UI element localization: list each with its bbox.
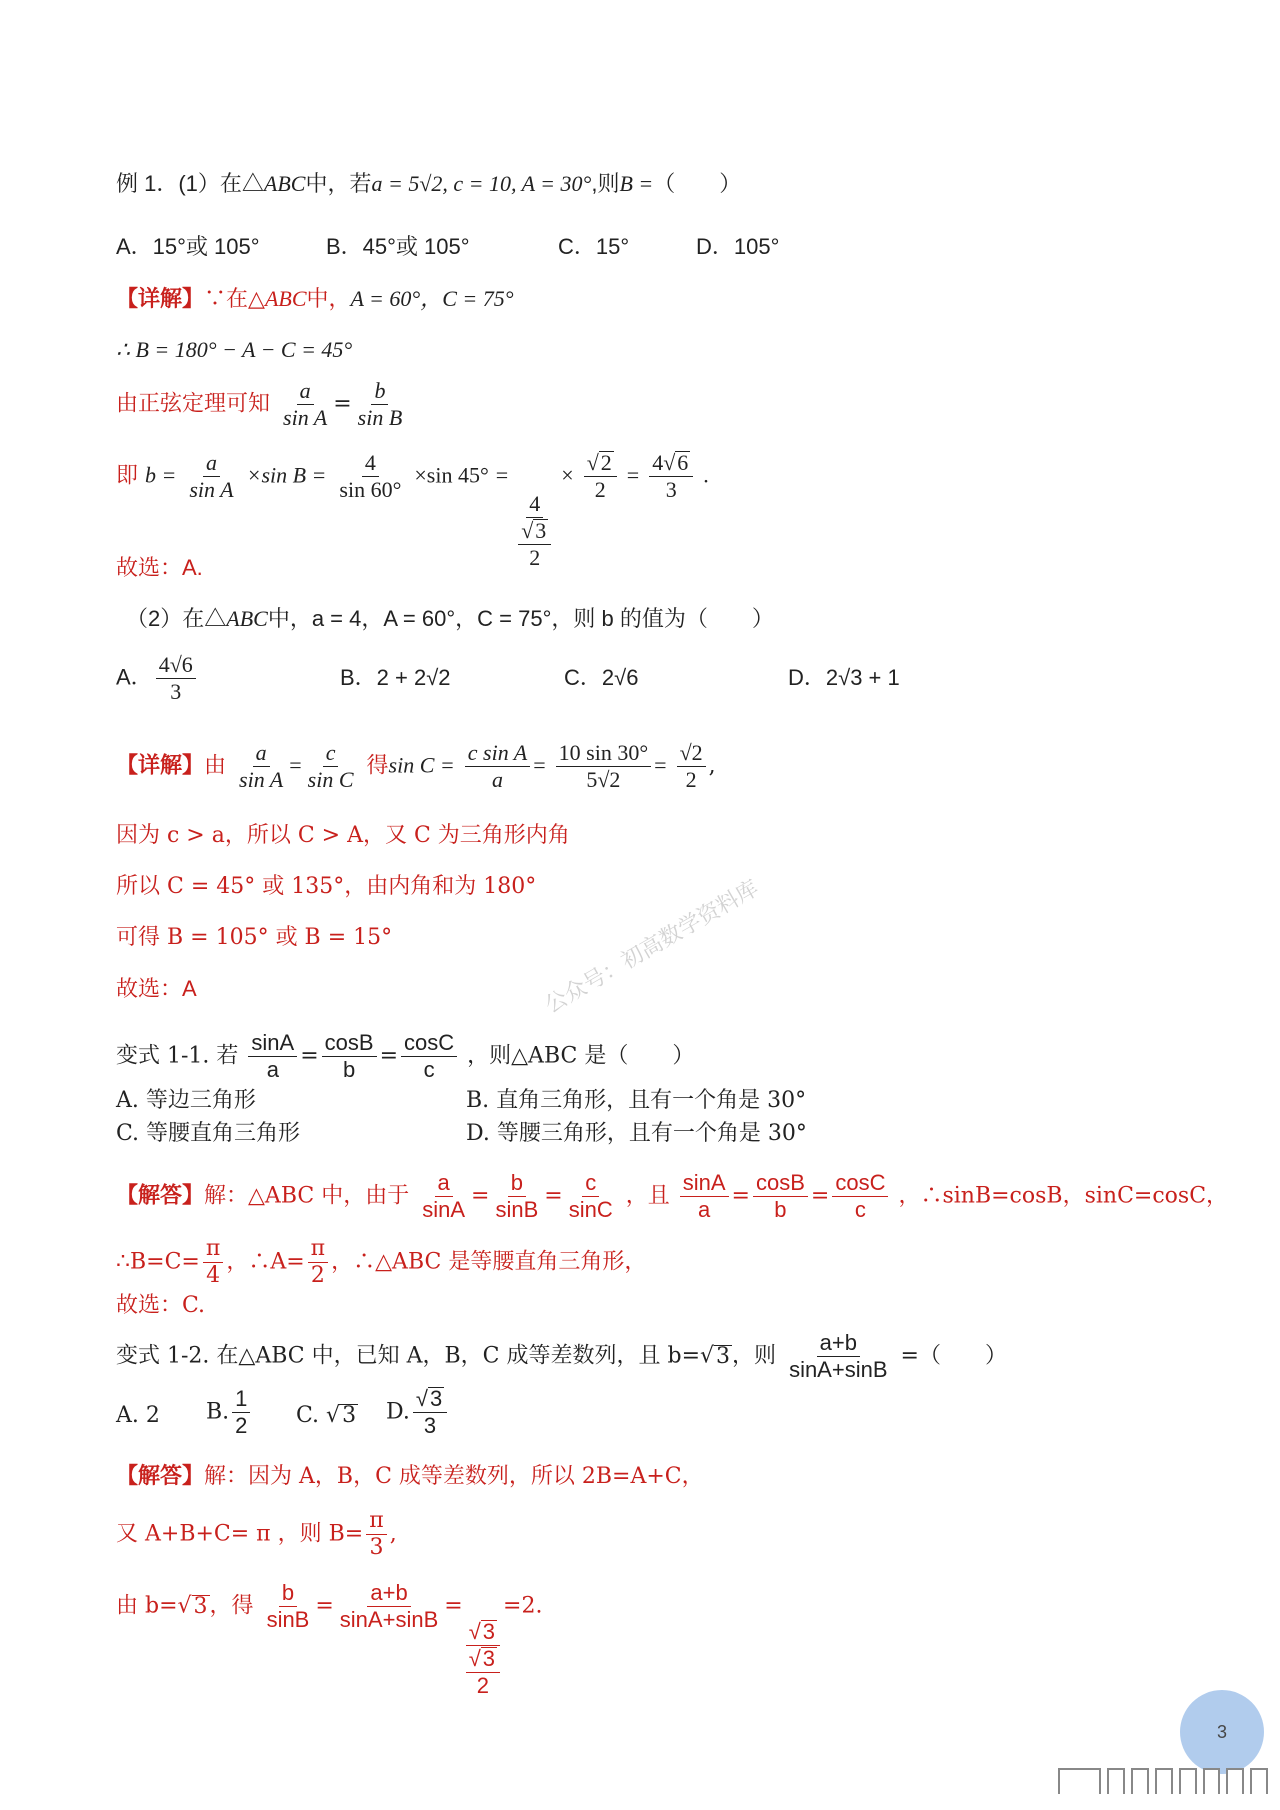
var1-option-c: C. 等腰直角三角形 <box>116 1121 301 1146</box>
var1-fraction-cosC-c-2 <box>832 1170 888 1223</box>
ex1-q-paren: （ ） <box>653 171 742 196</box>
var2-f-sinB: sinB <box>266 1607 310 1632</box>
var2-q-suffix: =（ ） <box>900 1343 1007 1369</box>
var1-fraction-cosB-b <box>322 1030 377 1083</box>
ex1-fraction-r2-2: $\frac{√2}{2}$ <box>584 450 617 503</box>
var2-opt-b-den: 2 <box>235 1413 248 1438</box>
decorative-bars <box>1058 1764 1268 1794</box>
ex1-fraction-4r6-3: $\frac{4√6}{3}$ <box>649 450 693 503</box>
var1-f2-sinB: sinB <box>495 1197 539 1222</box>
ex2-f-5r2: 5√2 <box>586 767 621 792</box>
ex2-detail-label: 【详解】 <box>116 752 205 778</box>
var2-f-sAsB: sinA+sinB <box>339 1607 439 1632</box>
ex2-f-sinA: sin A <box>239 767 284 792</box>
var2-opt-d-num: 3 <box>429 1386 443 1411</box>
ex1-f-sinB: sin B <box>357 405 403 430</box>
var1-fraction-b-sinB <box>492 1170 541 1223</box>
var1-s2: ，且 <box>625 1183 670 1209</box>
ex1-q-cond: a = 5√2, c = 10, A = 30° <box>371 171 592 196</box>
var2-opt-b-label: B. <box>206 1399 230 1425</box>
var2-q-den: sinA+sinB <box>789 1357 888 1382</box>
ex1-f-sinA2: sin A <box>189 477 234 502</box>
var2-option-a: A. 2 <box>116 1403 160 1428</box>
ex1-detail1-math: A = 60°，C = 75° <box>350 286 514 311</box>
ex2-option-a <box>116 652 199 705</box>
var2-fraction-question <box>786 1330 890 1383</box>
ex2-question <box>126 603 774 635</box>
ex1-f-sinA: sin A <box>283 405 328 430</box>
ex2-f-2: 2 <box>685 767 697 792</box>
ex1-fraction-4-sin60 <box>336 450 404 503</box>
var2-fraction-apb <box>337 1580 441 1633</box>
var2-opt-d-label: D. <box>386 1399 410 1425</box>
var2-f-r3c: 3 <box>482 1645 496 1671</box>
var1-option-a: A. 等边三角形 <box>116 1088 256 1113</box>
ex2-opt-a-label: A． <box>116 664 153 690</box>
ex1-answer: 故选：A. <box>116 555 203 580</box>
ex1-f-a: a <box>297 378 314 405</box>
var1-option-d: D. 等腰三角形，且有一个角是 30° <box>466 1121 807 1146</box>
var1-f2-sinC: sinC <box>568 1197 613 1222</box>
ex2-detail-line4: 可得 B = 105° 或 B = 15° <box>116 925 393 950</box>
var2-s3b: ，得 <box>209 1593 254 1619</box>
ex1-option-b: B．45°或 105° <box>326 234 470 259</box>
var1-fraction-pi-4 <box>203 1236 223 1289</box>
var2-s2b: , <box>389 1521 397 1547</box>
ex2-option-d: D．2√3 + 1 <box>788 665 900 690</box>
ex2-fraction-c-sinC <box>305 740 357 793</box>
var2-r3: 3 <box>193 1593 208 1619</box>
var2-question: 变式 1-2. 在△ABC 中，已知 A，B，C 成等差数列，且 b=√3，则 $\frac{a+b}{\sin A+\sin B}$ =（ ） <box>116 1330 1007 1382</box>
ex2-f-a: a <box>253 740 270 767</box>
var2-s1: 解：因为 A，B，C 成等差数列，所以 2B=A+C， <box>204 1464 704 1489</box>
ex2-f-csinA: c sin A <box>465 740 530 767</box>
ex1-detail-label: 【详解】 <box>116 286 205 311</box>
ex1-f-r6: 6 <box>677 450 689 475</box>
var2-f-r3b: 3 <box>482 1618 496 1644</box>
var2-f-2: 2 <box>476 1672 489 1698</box>
var1-option-b: B. 直角三角形，且有一个角是 30° <box>466 1088 807 1113</box>
ex1-f-2: 2 <box>529 544 541 570</box>
ex1-q-mid: 中，若 <box>305 171 372 196</box>
ex2-opt-a-num: 4√6 <box>156 652 196 679</box>
var2-fraction-b-sinB <box>264 1580 313 1633</box>
ex1-q-b: B = <box>619 171 654 196</box>
var1-f-cosB: cosB <box>322 1030 377 1057</box>
ex2-q-abc: ABC <box>226 606 268 631</box>
ex2-opt-a-fraction <box>156 652 196 705</box>
ex2-detail-line3: 所以 C = 45° 或 135°，由内角和为 180° <box>116 874 537 899</box>
var1-f-pi2: π <box>308 1236 328 1263</box>
var1-solution-line1: 【解答】解：△ABC 中，由于 $\frac{a}{\sin A}$ = $\frac{b}{\sin B}$ = $\frac{c}{\sin C}$ ，且 $\frac{\sin A}{a}$ = $\frac{\cos B}{b}$ = $\frac{\cos C}{c}$ ，∴sinB=cosB，sinC=cosC， <box>116 1170 1229 1222</box>
var2-f-apb: a+b <box>367 1580 410 1607</box>
ex1-question <box>116 168 741 200</box>
var2-opt-b-num: 1 <box>232 1386 250 1413</box>
var1-fraction-c-sinC <box>566 1170 616 1223</box>
var1-f3-cosC: cosC <box>832 1170 888 1197</box>
var1-fraction-pi-2 <box>308 1236 328 1289</box>
var2-s2a: 又 A+B+C= π ，则 B= <box>116 1521 364 1547</box>
ex1-line4-ji: 即 <box>116 463 139 489</box>
ex1-q-then: ,则 <box>591 171 620 196</box>
var2-option-d <box>386 1386 450 1439</box>
var2-fraction-r3-over-r3-2: √3 √3 2 <box>466 1619 500 1699</box>
ex1-f-2b: 2 <box>594 477 606 502</box>
var2-f-pi: π <box>366 1508 386 1535</box>
var1-f3-sinA: sinA <box>680 1170 729 1197</box>
var2-solution-line1 <box>116 1460 704 1493</box>
var2-s3c: =2. <box>503 1593 543 1619</box>
ex1-option-a: A．15°或 105° <box>116 234 260 259</box>
var2-q-mid: ，则 <box>732 1343 777 1369</box>
ex1-detail-line2: ∴ B = 180° − A − C = 45° <box>116 337 353 362</box>
watermark: 公众号：初高数学资料库 <box>540 875 764 1019</box>
var1-fraction-sinA-a-2 <box>680 1170 729 1223</box>
var1-f3-b: b <box>774 1197 787 1222</box>
ex2-fraction-csinA-a <box>465 740 530 793</box>
ex2-option-b: B．2 + 2√2 <box>340 665 451 690</box>
var1-answer: 故选：C. <box>116 1293 206 1318</box>
ex1-q-abc: ABC <box>263 171 306 196</box>
ex1-line3-text: 由正弦定理可知 <box>116 391 271 417</box>
ex1-detail-line1 <box>116 283 514 316</box>
var1-f-4: 4 <box>206 1263 221 1288</box>
ex2-d-you: 由 <box>204 753 227 779</box>
ex2-f-a2: a <box>491 767 503 792</box>
var1-s1: 解：△ABC 中，由于 <box>204 1183 410 1209</box>
var1-fraction-sinA-a <box>248 1030 297 1083</box>
ex2-f-10sin30: 10 sin 30° <box>556 740 651 767</box>
var1-f2-b: b <box>508 1170 526 1197</box>
var1-q-suffix: ，则△ABC 是（ ） <box>467 1043 695 1069</box>
ex2-d-sinC: sin C = <box>388 752 455 778</box>
var2-s3a: 由 b= <box>116 1593 178 1619</box>
var2-opt-d-fraction: $\frac{√3}{3}$ <box>413 1386 447 1439</box>
ex1-line4-b: b = <box>145 462 177 488</box>
var1-question: 变式 1-1. 若 $\frac{\sin A}{a}$ = $\frac{\cos B}{b}$ = $\frac{\cos C}{c}$ ，则△ABC 是（ ） <box>116 1030 695 1082</box>
var2-label: 【解答】 <box>116 1463 205 1488</box>
var1-q-prefix: 变式 1-1. 若 <box>116 1043 239 1069</box>
var2-q-num: a+b <box>817 1330 860 1357</box>
var1-f3-c: c <box>854 1197 866 1222</box>
ex2-detail-line2: 因为 c > a，所以 C > A，又 C 为三角形内角 <box>116 823 570 848</box>
var1-f3-cosB: cosB <box>753 1170 808 1197</box>
var2-f-b: b <box>279 1580 297 1607</box>
var2-solution-line2 <box>116 1508 397 1561</box>
var1-solution-line2 <box>116 1236 646 1289</box>
var2-q-prefix: 变式 1-2. 在△ABC 中，已知 A，B，C 成等差数列，且 b= <box>116 1343 701 1369</box>
var1-f-cosC: cosC <box>401 1030 457 1057</box>
ex1-fraction-a-sinA <box>280 378 330 431</box>
var1-s3: ，∴sinB=cosB，sinC=cosC， <box>898 1183 1229 1209</box>
var1-f-sinA: sinA <box>248 1030 297 1057</box>
ex2-option-c: C．2√6 <box>564 665 639 690</box>
ex1-fraction-4-over-r3-2: 4 √3 2 <box>518 491 551 571</box>
ex2-opt-a-den: 3 <box>170 679 182 704</box>
ex1-f-4r6: 4 <box>652 450 664 475</box>
ex1-line4-x1: ×sin B = <box>246 462 327 488</box>
var2-option-c: C. √3 <box>296 1403 357 1428</box>
ex1-option-d: D．105° <box>696 234 780 259</box>
ex1-f-r3: 3 <box>535 517 547 543</box>
var1-l2-c: ，∴△ABC 是等腰直角三角形， <box>331 1249 647 1275</box>
ex2-answer: 故选：A <box>116 976 197 1001</box>
var1-f3-a: a <box>698 1197 711 1222</box>
var1-f-2: 2 <box>310 1263 325 1288</box>
ex2-f-sinC: sin C <box>307 767 354 792</box>
ex1-detail1-text: ∵在△ <box>204 287 265 312</box>
ex1-detail-line3: 由正弦定理可知 $\frac{a}{\text{sin A}}$ = $\frac{b}{\text{sin B}}$ <box>116 378 408 431</box>
ex2-f-c: c <box>323 740 339 767</box>
var1-f-a: a <box>266 1057 279 1082</box>
ex1-f-sin60: sin 60° <box>339 477 402 502</box>
var1-l2-b: ，∴A= <box>226 1249 305 1275</box>
var1-fraction-cosB-b-2 <box>753 1170 808 1223</box>
ex1-f-4b: 4 <box>526 491 543 518</box>
page-number-badge: 3 <box>1180 1690 1264 1774</box>
ex2-d-de: 得 <box>366 753 389 779</box>
var2-option-b <box>206 1386 253 1439</box>
var1-f2-a: a <box>435 1170 453 1197</box>
var1-f-b: b <box>342 1057 356 1082</box>
ex1-fraction-a-sinA-2 <box>186 450 236 503</box>
ex1-detail1-mid: 中， <box>306 287 351 312</box>
ex2-f-r2: √2 <box>677 740 706 767</box>
var2-opt-b-fraction <box>232 1386 250 1439</box>
var1-fraction-a-sinA <box>419 1170 468 1223</box>
var1-fraction-cosC-c <box>401 1030 457 1083</box>
ex2-detail-line1: 【详解】由 $\frac{a}{\text{sin A}}$ = $\frac{c}{\text{sin C}}$ 得sin C = $\frac{\text{c sin A}}{a}$ = $\frac{10 \sin 30^\circ}{5√2}$ = $\frac{√2}{2}$ , <box>116 740 716 792</box>
var1-f-pi: π <box>203 1236 223 1263</box>
var1-label: 【解答】 <box>116 1182 205 1208</box>
ex1-f-a2: a <box>203 450 220 477</box>
var1-l2-a: ∴B=C= <box>116 1249 200 1275</box>
ex1-f-3: 3 <box>665 477 677 502</box>
ex2-fraction-a-sinA <box>236 740 286 793</box>
var2-q-r3: 3 <box>716 1343 731 1369</box>
var1-f-c: c <box>423 1057 435 1082</box>
var2-f-3: 3 <box>369 1535 384 1560</box>
ex1-f-b: b <box>371 378 388 405</box>
ex2-fraction-10sin30-5r2 <box>556 740 651 793</box>
var1-f2-c: c <box>582 1170 599 1197</box>
var1-f2-sinA: sinA <box>422 1197 466 1222</box>
var2-solution-line3: 由 b=√3，得 $\frac{b}{\sin B}$ = $\frac{a+b}{\sin A+\sin B}$ = √3 √3 2 =2. <box>116 1580 543 1698</box>
ex1-f-r2: 2 <box>600 450 612 475</box>
ex1-option-c: C．15° <box>558 234 630 259</box>
ex1-line4-x2: ×sin 45° <box>414 462 489 488</box>
ex1-detail-line4: 即 b = $\frac{a}{\text{sin A}}$ ×sin B = $\frac{4}{\sin 60^\circ}$ ×sin 45° = 4 √3 2 × $\frac{√2}{2}$ = $\frac{4√6}{3}$ . <box>116 450 709 570</box>
var2-opt-d-den: 3 <box>423 1413 437 1438</box>
var2-opt-c-val: 3 <box>342 1403 357 1428</box>
ex1-detail1-abc: ABC <box>264 286 307 311</box>
ex1-f-4: 4 <box>362 450 379 477</box>
ex2-q-prefix: （2）在△ <box>126 606 227 631</box>
var2-opt-c-label: C. <box>296 1403 320 1428</box>
ex1-q-prefix: 例 1．(1）在△ <box>116 171 264 196</box>
ex2-fraction-r2-2 <box>677 740 706 793</box>
var2-fraction-pi-3 <box>366 1508 386 1561</box>
ex1-fraction-b-sinB <box>355 378 406 431</box>
ex2-q-rest: 中，a = 4，A = 60°，C = 75°，则 b 的值为（ ） <box>267 606 774 631</box>
